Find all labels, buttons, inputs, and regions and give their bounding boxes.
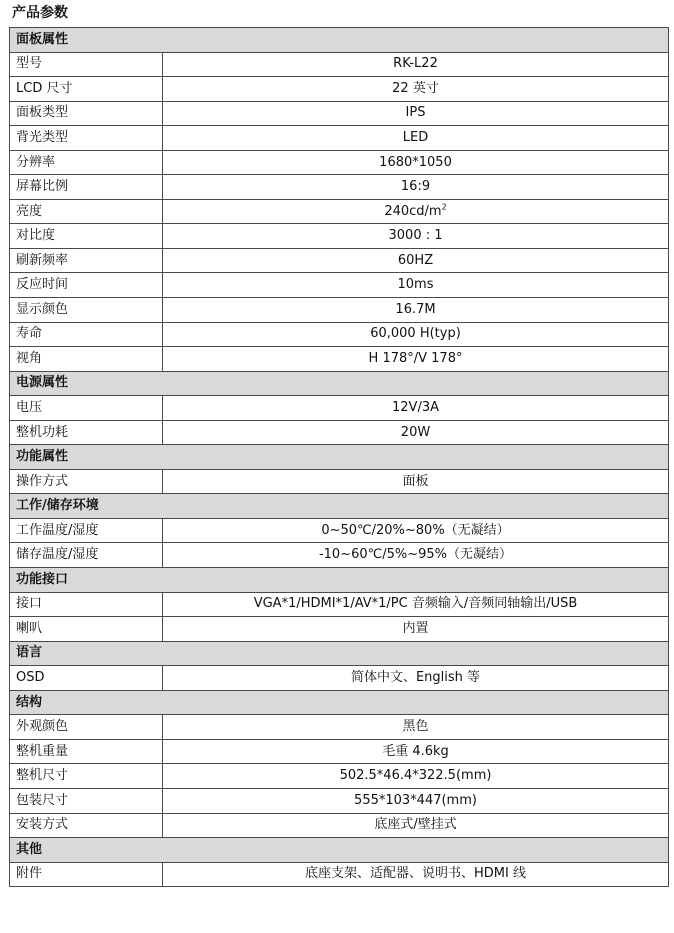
spec-value — [163, 396, 669, 421]
spec-value — [163, 764, 669, 789]
table-row — [10, 273, 669, 298]
section-title: 结构 — [10, 690, 669, 715]
spec-value-text: 240cd/m — [384, 203, 442, 219]
spec-label: 电压 — [10, 396, 163, 421]
section-title: 其他 — [10, 838, 669, 863]
spec-value — [163, 469, 669, 494]
section-title: 功能接口 — [10, 568, 669, 593]
spec-value-text: 内置 — [402, 620, 429, 636]
spec-value-text: 简体中文、English 等 — [350, 669, 481, 685]
spec-label: OSD — [10, 666, 163, 691]
spec-value — [163, 248, 669, 273]
section-header-row — [10, 445, 669, 470]
spec-value — [163, 862, 669, 887]
table-row — [10, 224, 669, 249]
section-title: 功能属性 — [10, 445, 669, 470]
table-row — [10, 126, 669, 151]
spec-label: 整机功耗 — [10, 420, 163, 445]
table-row — [10, 396, 669, 421]
spec-value-text: 0~50℃/20%~80%（无凝结） — [321, 522, 510, 538]
table-row — [10, 77, 669, 102]
spec-value-text: 60HZ — [397, 252, 434, 268]
spec-label: 储存温度/湿度 — [10, 543, 163, 568]
spec-value — [163, 617, 669, 642]
spec-value-text: -10~60℃/5%~95%（无凝结） — [318, 547, 513, 563]
table-row — [10, 298, 669, 323]
spec-value — [163, 77, 669, 102]
spec-value — [163, 543, 669, 568]
table-row — [10, 248, 669, 273]
section-title: 工作/储存环境 — [10, 494, 669, 519]
spec-value-text: 60,000 H(typ) — [370, 326, 461, 342]
spec-value — [163, 813, 669, 838]
spec-value-text: 555*103*447(mm) — [354, 792, 477, 808]
spec-value — [163, 715, 669, 740]
spec-value — [163, 592, 669, 617]
table-row — [10, 666, 669, 691]
table-row — [10, 543, 669, 568]
table-row — [10, 862, 669, 887]
spec-value — [163, 199, 669, 224]
section-header-row — [10, 28, 669, 53]
spec-label: 包装尺寸 — [10, 788, 163, 813]
spec-value — [163, 224, 669, 249]
spec-label: 整机尺寸 — [10, 764, 163, 789]
spec-value — [163, 788, 669, 813]
table-row — [10, 715, 669, 740]
section-title: 语言 — [10, 641, 669, 666]
table-row — [10, 150, 669, 175]
spec-label: 屏幕比例 — [10, 175, 163, 200]
spec-value-text: 16:9 — [400, 179, 431, 195]
spec-value-text: 22 英寸 — [392, 80, 439, 96]
spec-label: 背光类型 — [10, 126, 163, 151]
table-row — [10, 52, 669, 77]
spec-label: 型号 — [10, 52, 163, 77]
table-row — [10, 739, 669, 764]
spec-value-text: 毛重 4.6kg — [382, 743, 449, 759]
spec-value — [163, 150, 669, 175]
spec-value-text: 3000 : 1 — [388, 228, 443, 244]
table-row — [10, 469, 669, 494]
spec-value-text: 16.7M — [395, 301, 436, 317]
spec-label: 亮度 — [10, 199, 163, 224]
table-row — [10, 199, 669, 224]
spec-value-text: RK-L22 — [393, 56, 438, 72]
spec-label: 附件 — [10, 862, 163, 887]
spec-value — [163, 101, 669, 126]
table-row — [10, 322, 669, 347]
spec-label: 操作方式 — [10, 469, 163, 494]
spec-value-text: H 178°/V 178° — [368, 350, 463, 366]
table-row — [10, 617, 669, 642]
table-row — [10, 175, 669, 200]
table-row — [10, 347, 669, 372]
spec-value — [163, 347, 669, 372]
spec-label: 显示颜色 — [10, 298, 163, 323]
section-header-row — [10, 641, 669, 666]
spec-label: 安装方式 — [10, 813, 163, 838]
table-row — [10, 788, 669, 813]
spec-value — [163, 739, 669, 764]
spec-label: 对比度 — [10, 224, 163, 249]
spec-label: 反应时间 — [10, 273, 163, 298]
page-title: 产品参数 — [12, 5, 68, 21]
spec-value-text: 面板 — [402, 473, 429, 489]
section-title: 面板属性 — [10, 28, 669, 53]
spec-label: 喇叭 — [10, 617, 163, 642]
spec-value-text: IPS — [405, 105, 426, 121]
spec-value-text: VGA*1/HDMI*1/AV*1/PC 音频输入/音频同轴输出/USB — [253, 596, 578, 612]
spec-value — [163, 126, 669, 151]
section-header-row — [10, 494, 669, 519]
spec-value-superscript: 2 — [441, 202, 447, 212]
spec-label: 整机重量 — [10, 739, 163, 764]
section-header-row — [10, 690, 669, 715]
spec-value-text: 502.5*46.4*322.5(mm) — [339, 768, 492, 784]
table-row — [10, 764, 669, 789]
spec-value — [163, 420, 669, 445]
section-header-row — [10, 568, 669, 593]
spec-label: 外观颜色 — [10, 715, 163, 740]
spec-value — [163, 298, 669, 323]
spec-label: 面板类型 — [10, 101, 163, 126]
spec-table — [9, 27, 669, 887]
spec-label: 视角 — [10, 347, 163, 372]
section-title: 电源属性 — [10, 371, 669, 396]
spec-value-text: 1680*1050 — [379, 154, 452, 170]
table-row — [10, 420, 669, 445]
spec-value-text: 12V/3A — [392, 399, 439, 415]
table-row — [10, 592, 669, 617]
spec-value — [163, 322, 669, 347]
spec-label: 接口 — [10, 592, 163, 617]
spec-value-text: 底座支架、适配器、说明书、HDMI 线 — [305, 866, 526, 882]
spec-label: 寿命 — [10, 322, 163, 347]
spec-label: 工作温度/湿度 — [10, 518, 163, 543]
spec-label: 分辨率 — [10, 150, 163, 175]
spec-table-body — [10, 28, 669, 887]
spec-value-text: 20W — [400, 424, 431, 440]
section-header-row — [10, 838, 669, 863]
section-header-row — [10, 371, 669, 396]
spec-value — [163, 175, 669, 200]
table-row — [10, 813, 669, 838]
spec-value-text: LED — [402, 129, 429, 145]
spec-value-text: 黑色 — [402, 719, 429, 735]
spec-value — [163, 52, 669, 77]
spec-value — [163, 666, 669, 691]
spec-value-text: 底座式/壁挂式 — [374, 817, 457, 833]
spec-label: 刷新频率 — [10, 248, 163, 273]
spec-value — [163, 273, 669, 298]
spec-label: LCD 尺寸 — [10, 77, 163, 102]
table-row — [10, 101, 669, 126]
table-row — [10, 518, 669, 543]
spec-value — [163, 518, 669, 543]
spec-value-text: 10ms — [397, 277, 434, 293]
